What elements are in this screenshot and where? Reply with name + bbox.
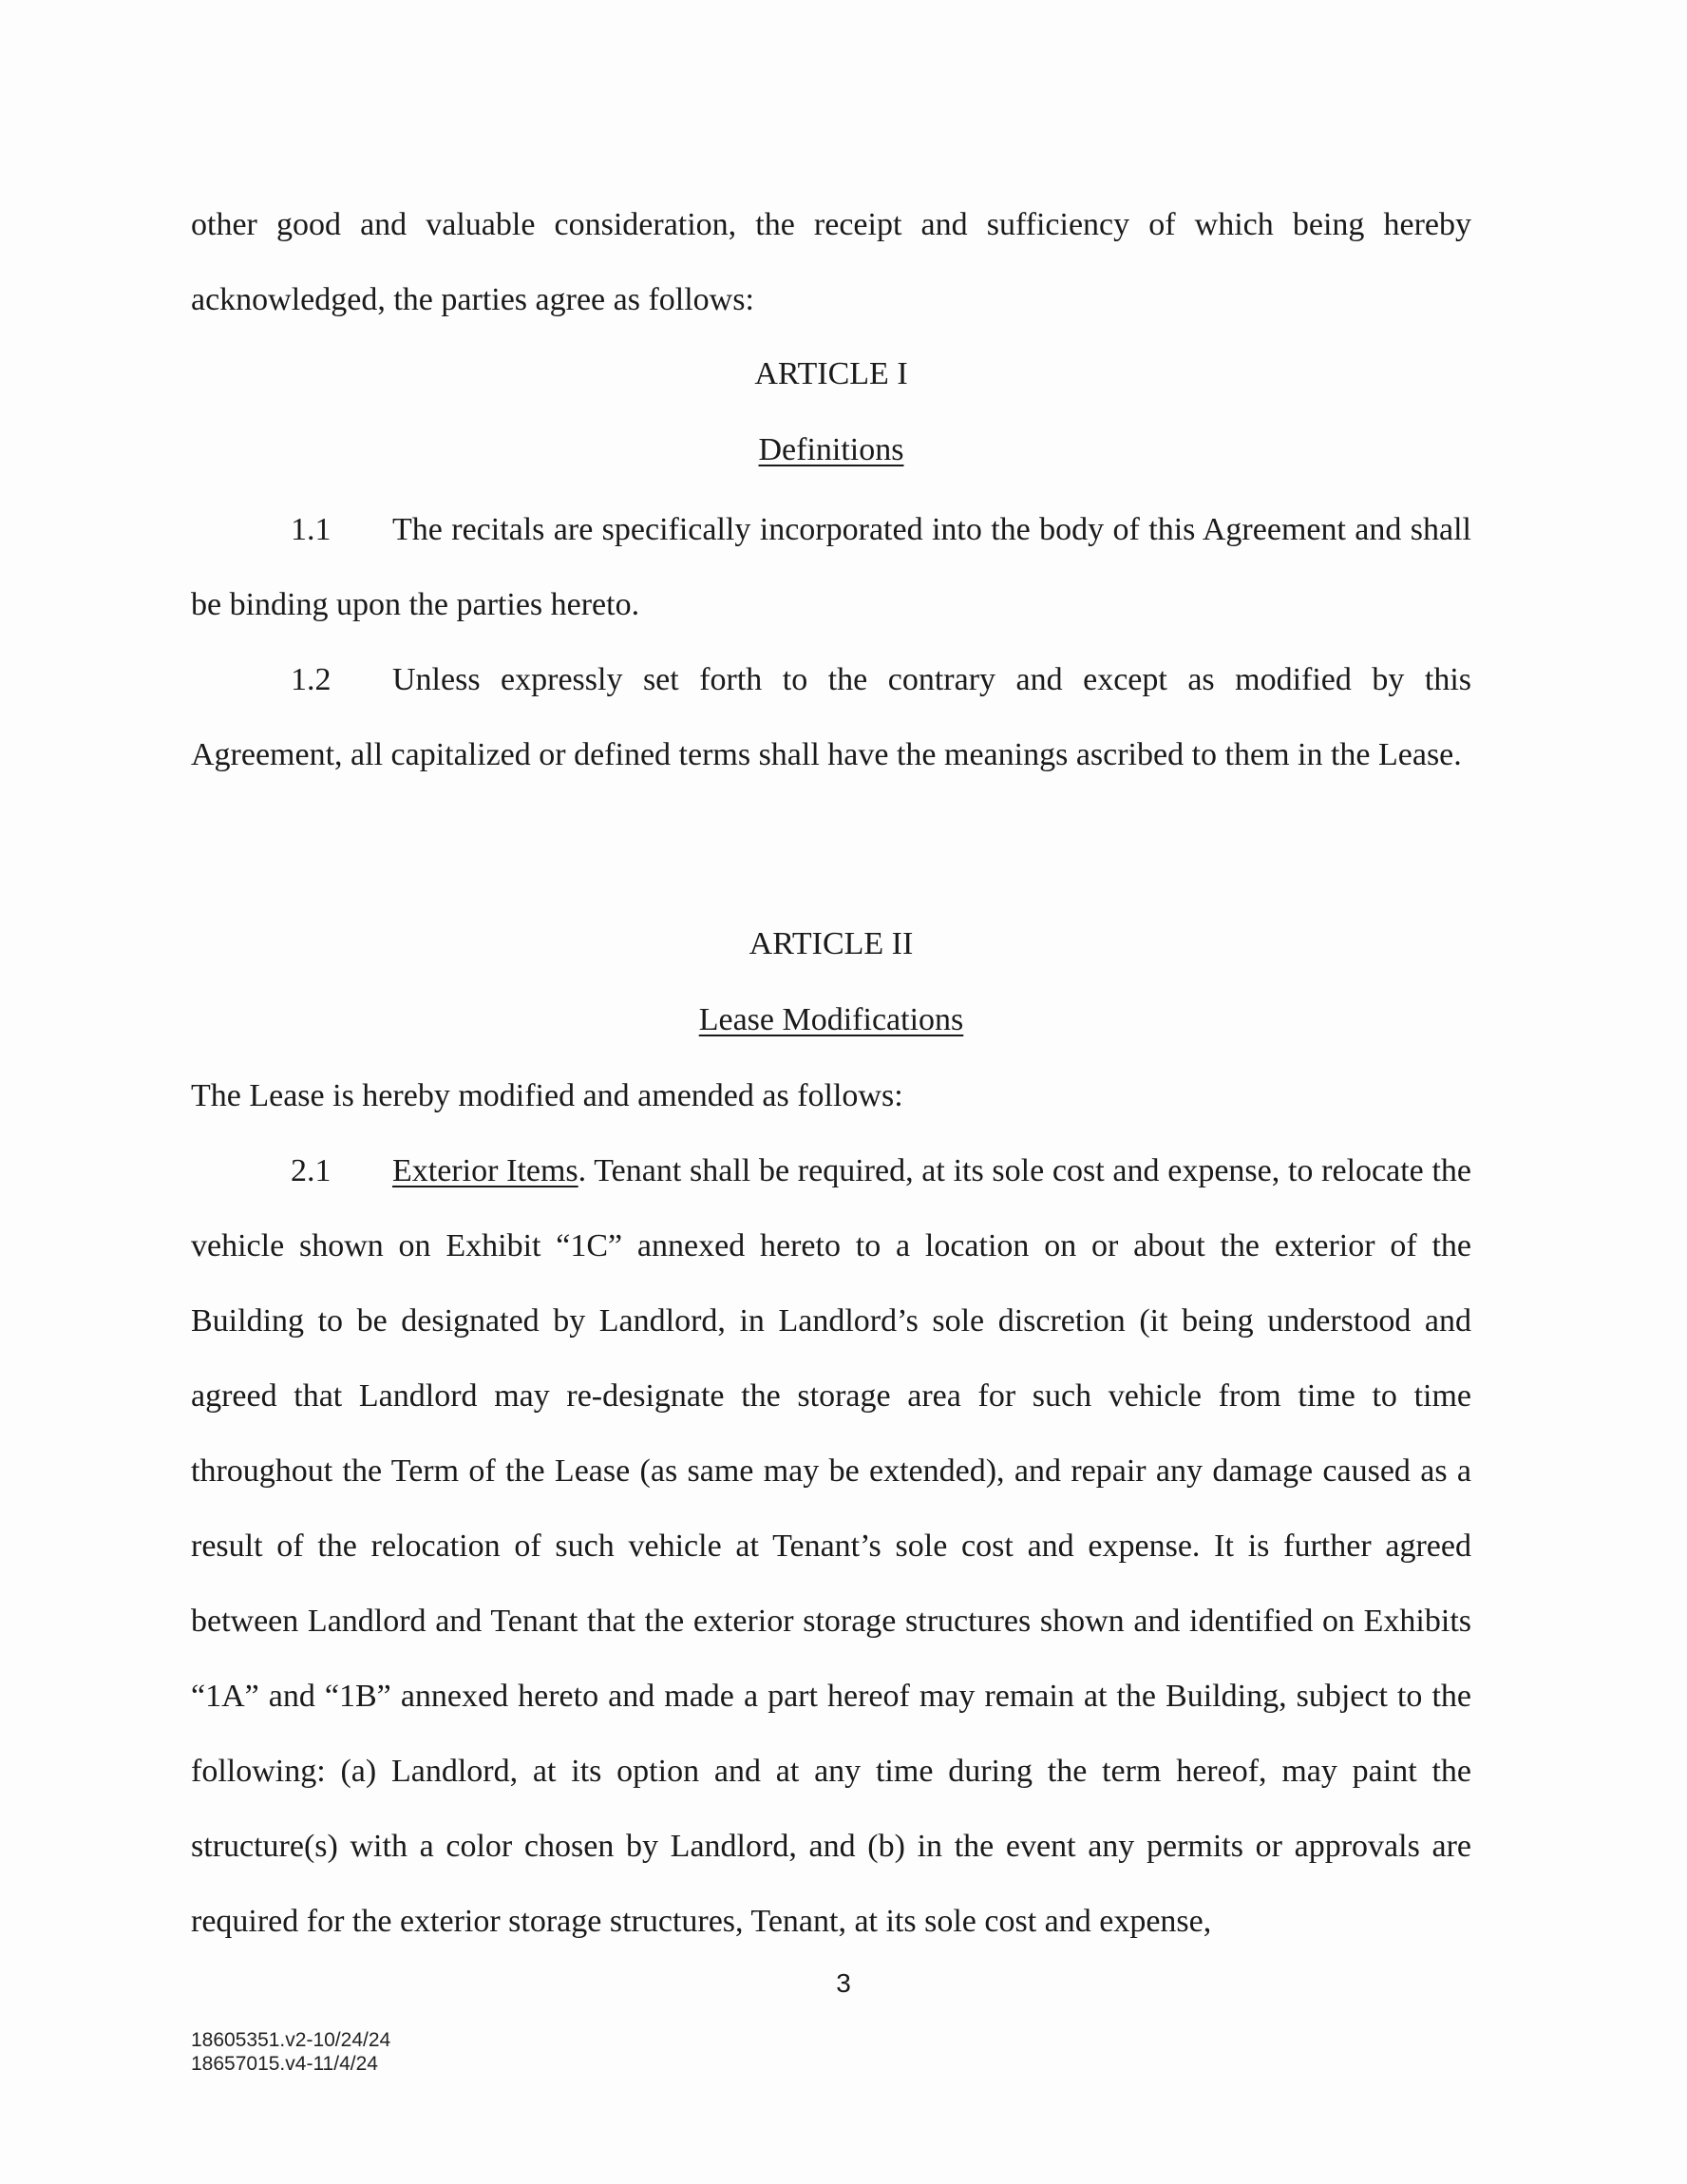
section-1-2	[191, 642, 1471, 792]
section-1-1	[191, 492, 1471, 642]
section-text: Unless expressly set forth to the contrary and except as modified by this Agreement, all capitalized or defined terms shall have the meanings ascribed to them in the Lease.	[191, 662, 1471, 772]
article-2-subheading-text: Lease Modifications	[698, 1002, 964, 1037]
section-text: . Tenant shall be required, at its sole cost and expense, to relocate the vehicle shown on Exhibit “1C” annexed hereto to a location on or about the exterior of the Building to be designated by Landlord, in Landlord’s sole discretion (it being understood and agreed that Landlord may re-designate the storage area for such vehicle from time to time throughout the Term of the Lease (as same may be extended), and repair any damage caused as a result of the relocation of such vehicle at Tenant’s sole cost and expense. It is further agreed between Landlord and Tenant that the exterior storage structures shown and identified on Exhibits “1A” and “1B” annexed hereto and made a part hereof may remain at the Building, subject to the following: (a) Landlord, at its option and at any time during the term hereof, may paint the structure(s) with a color chosen by Landlord, and (b) in the event any permits or approvals are required for the exterior storage structures, Tenant, at its sole cost and expense,	[191, 1153, 1472, 1939]
lead-paragraph-text: other good and valuable consideration, the receipt and sufficiency of which being hereby acknowledged, the parties agree as follows:	[191, 207, 1471, 317]
doc-id: 18605351.v2-10/24/24	[191, 2029, 391, 2051]
page-number: 3	[836, 1968, 851, 1998]
section-number: 1.1	[291, 512, 332, 547]
section-number: 2.1	[291, 1153, 332, 1188]
article-1-subheading	[191, 431, 1471, 469]
section-text: The recitals are specifically incorporated into the body of this Agreement and shall be binding upon the parties hereto.	[191, 512, 1471, 622]
section-number: 1.2	[291, 662, 332, 697]
article-1-subheading-text: Definitions	[758, 432, 904, 467]
article-2-subheading	[191, 1001, 1471, 1039]
section-title: Exterior Items	[392, 1153, 578, 1188]
lead-paragraph	[191, 187, 1471, 337]
section-2-1	[191, 1133, 1471, 1959]
article-2-heading: ARTICLE II	[749, 926, 914, 961]
doc-id: 18657015.v4-11/4/24	[191, 2053, 378, 2075]
article-2-intro: The Lease is hereby modified and amended as follows:	[191, 1078, 903, 1113]
article-1-heading: ARTICLE I	[754, 356, 908, 391]
document-ids	[191, 2028, 390, 2076]
